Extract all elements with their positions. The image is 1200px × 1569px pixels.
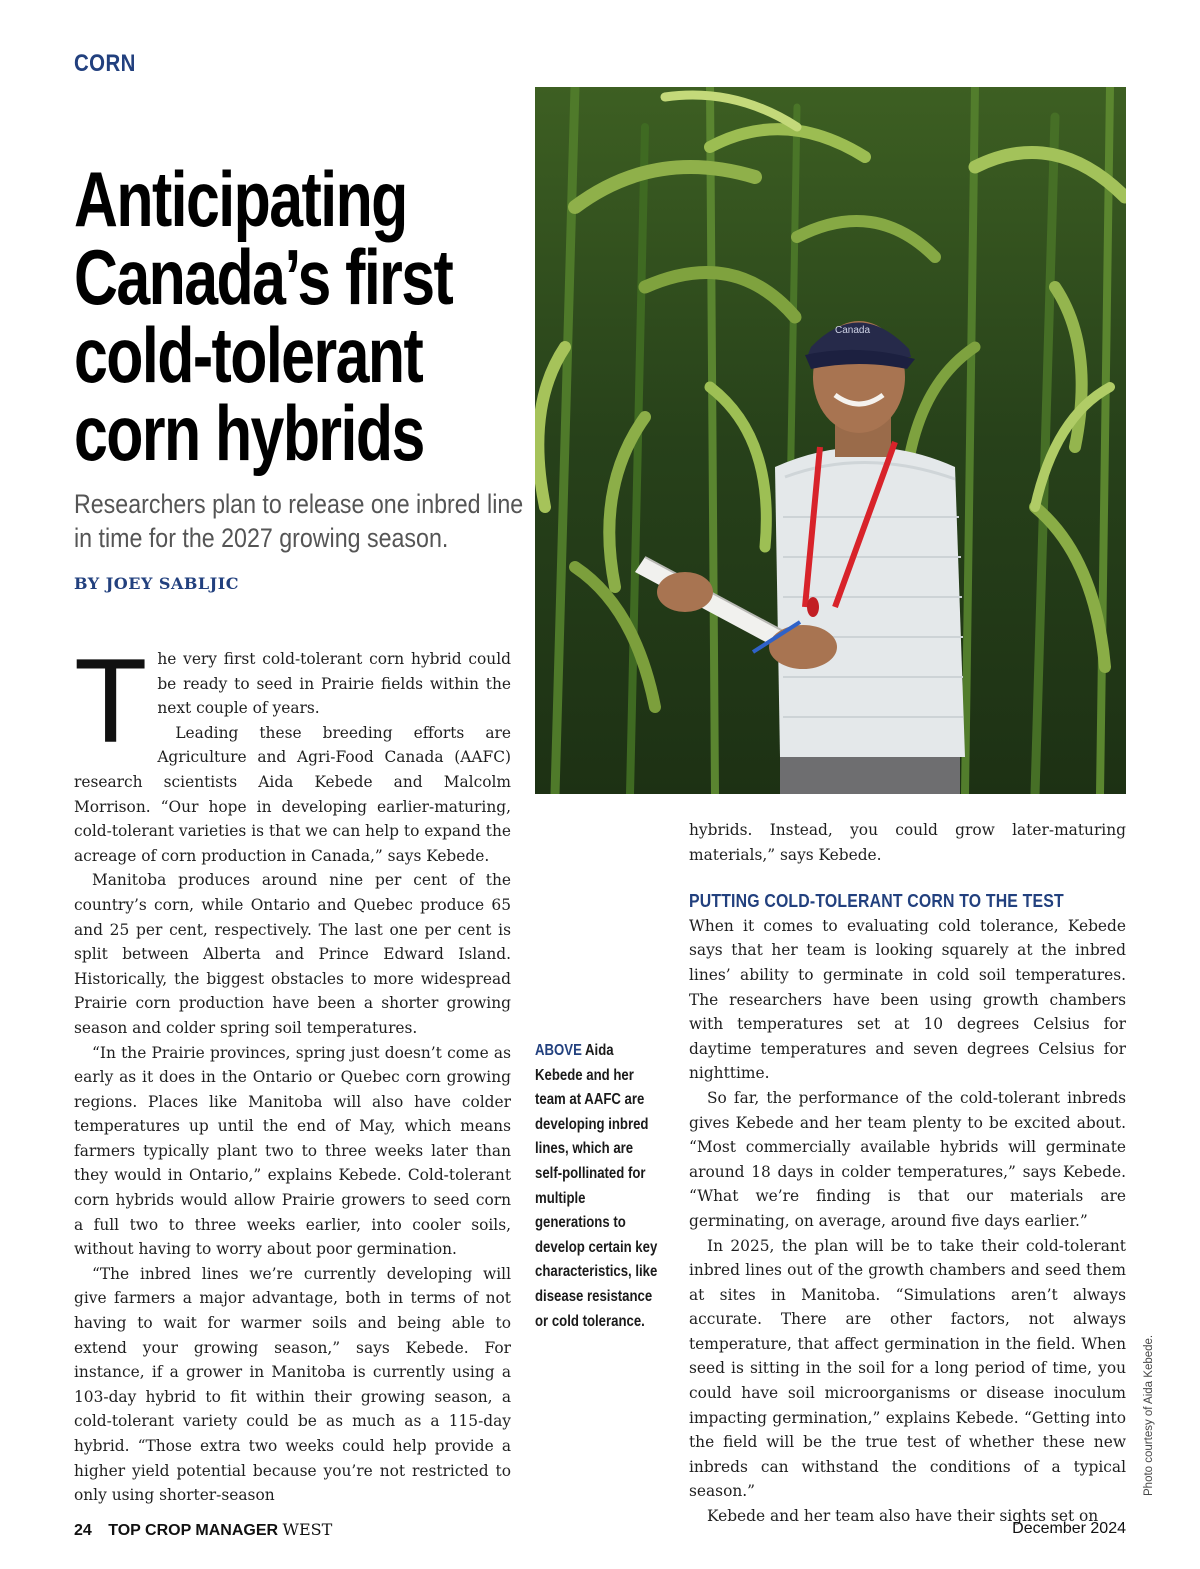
body-paragraph: Leading these breeding efforts are Agriculture and Agri-Food Canada (AAFC) research scientists Aida Kebede and Malcolm Morrison. “Our hope in developing earlier-maturing, cold-tolerant varieties is that we can help to expand the acreage of corn production in Canada,” says Kebede.: [74, 723, 511, 865]
body-paragraph: “The inbred lines we’re currently developing will give farmers a major advantage, both in terms of not having to wait for warmer soils and being able to extend your growing season,” says Kebede. For instance, if a grower in Manitoba is currently using a 103-day hybrid to fit within their growing season, a cold-tolerant variety could be as much as a 115-day hybrid. “Those extra two weeks could help provide a higher yield potential because you’re not restricted to only using shorter-season: [74, 1264, 511, 1505]
magazine-name: TOP CROP MANAGER: [108, 1522, 279, 1539]
photo-credit: Photo courtesy of Aida Kebede.: [1143, 1334, 1155, 1496]
headline: [74, 155, 511, 477]
corn-field-photo: [535, 87, 1126, 794]
magazine-region: WEST: [282, 1520, 333, 1539]
body-paragraph-text: he very first cold-tolerant corn hybrid could be ready to seed in Prairie fields within the next couple of years.: [157, 650, 511, 718]
section-subhead: PUTTING COLD-TOLERANT CORN TO THE TEST: [689, 891, 1064, 912]
caption-text: Aida Kebede and her team at AAFC are developing inbred lines, which are self-pollinated for multiple generations to develop certain key characteristics, like disease resistance or cold tolerance.: [535, 1042, 658, 1330]
body-paragraph: In 2025, the plan will be to take their cold-tolerant inbred lines out of the growth chambers and seed them at sites in Manitoba. “Simulations aren’t always accurate. There are other factors, not always temperature, that affect germination in the field. When seed is sitting in the soil for a long period of time, you could have soil microorganisms or disease inoculum impacting germination,” explains Kebede. “Getting into the field will be the true test of whether these new inbreds can withstand the conditions of a typical season.”: [689, 1236, 1126, 1501]
photo-caption: [535, 1039, 663, 1334]
body-paragraph: Manitoba produces around nine per cent of the country’s corn, while Ontario and Quebec produce 65 and 25 per cent, respectively. The last one per cent is split between Alberta and Prince Edward Island. Historically, the biggest obstacles to more widespread Prairie corn production have been a shorter growing season and colder spring soil temperatures.: [74, 871, 511, 1037]
headline-line: Canada’s first: [74, 233, 453, 321]
drop-cap: T: [74, 634, 148, 768]
body-paragraph: “In the Prairie provinces, spring just doesn’t come as early as it does in the Ontario or Quebec corn growing regions. Places like Manitoba will also have colder temperatures up until the end of May, which means farmers typically plant two to three weeks later than they would in Ontario,” explains Kebede. Cold-tolerant corn hybrids would allow Prairie growers to seed corn a full two to three weeks earlier, into cooler soils, without having to worry about poor germination.: [74, 1043, 511, 1259]
headline-line: cold-tolerant: [74, 311, 423, 399]
dek-line: Researchers plan to release one inbred line: [74, 489, 524, 519]
dek-line: in time for the 2027 growing season.: [74, 523, 449, 553]
headline-line: corn hybrids: [74, 389, 424, 477]
issue-date: December 2024: [1012, 1520, 1126, 1537]
page-number: 24: [74, 1522, 92, 1539]
dek: [74, 487, 524, 555]
body-paragraph: When it comes to evaluating cold tolerance, Kebede says that her team is looking squarely at the inbred lines’ ability to germinate in cold soil temperatures. The researchers have been using growth chambers with temperatures set at 10 degrees Celsius for daytime temperatures and seven degrees Celsius for nighttime.: [689, 916, 1126, 1083]
byline: BY JOEY SABLJIC: [74, 574, 239, 593]
footer-folio: [74, 1520, 332, 1540]
cap-logo-text: Canada: [835, 325, 871, 336]
body-column-1: [74, 634, 511, 1508]
body-column-2: [689, 818, 1126, 1529]
body-paragraph: [74, 634, 511, 768]
body-paragraph: So far, the performance of the cold-tolerant inbreds gives Kebede and her team plenty to be excited about. “Most commercially available hybrids will germinate around 18 days in colder temperatures,” says Kebede. “What we’re finding is that our materials are germinating, on average, around five days earlier.”: [689, 1088, 1126, 1230]
body-paragraph: hybrids. Instead, you could grow later-maturing materials,” says Kebede.: [689, 821, 1126, 864]
headline-line: Anticipating: [74, 155, 407, 243]
section-label: CORN: [74, 50, 136, 77]
caption-label: ABOVE: [535, 1042, 582, 1059]
body-paragraph: Kebede and her team also have their sights set on: [707, 1507, 1099, 1526]
